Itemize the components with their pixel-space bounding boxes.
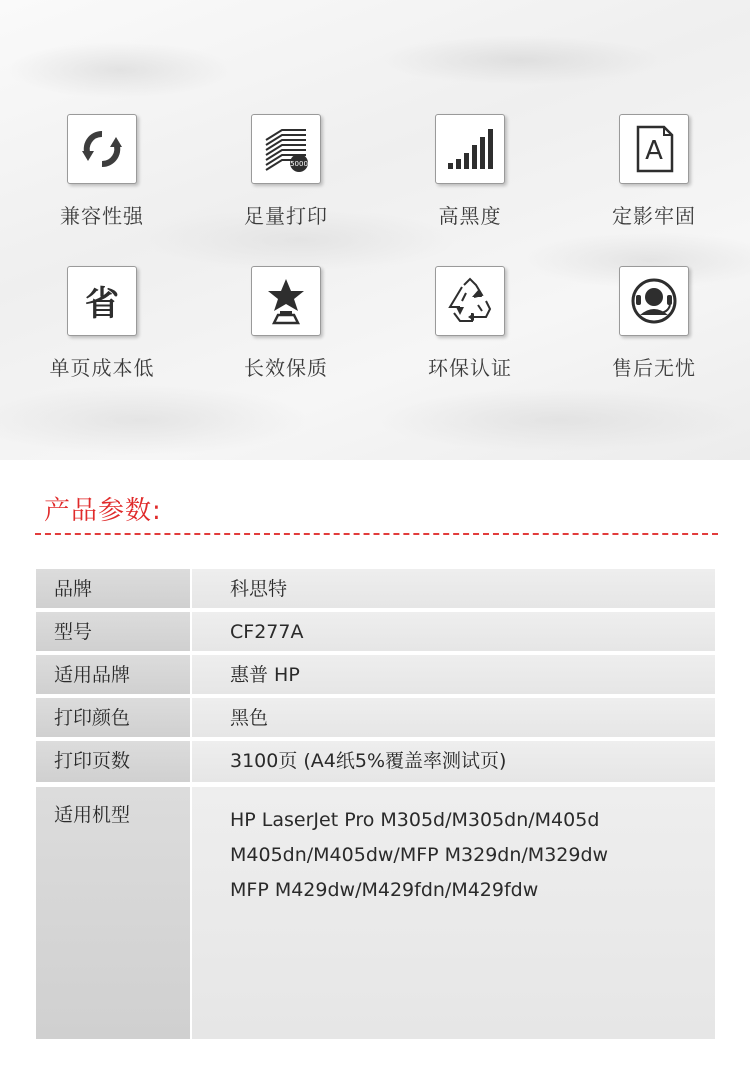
feature-high-blackness (395, 114, 545, 234)
spec-row-print-color (36, 698, 715, 738)
feature-label: 足量打印 (244, 204, 328, 228)
model-line: MFP M429dw/M429fdn/M429fdw (230, 879, 539, 901)
recycling-symbol-icon (435, 266, 505, 336)
glyph-a: A (645, 136, 663, 166)
spec-row-brand (36, 569, 715, 609)
spec-row-compatible-models (36, 787, 715, 1040)
models-list (192, 787, 715, 1040)
model-line: HP LaserJet Pro M305d/M305dn/M405d (230, 809, 600, 831)
feature-eco-certified (395, 266, 545, 386)
signal-bars-icon (435, 114, 505, 184)
spec-row-model (36, 612, 715, 652)
glyph-sheng: 省 (85, 284, 119, 324)
feature-label: 单页成本低 (49, 356, 155, 380)
section-title: 产品参数: (44, 496, 162, 526)
feature-low-cost (27, 266, 177, 386)
spec-value: 3100页 (A4纸5%覆盖率测试页) (192, 741, 715, 783)
spec-label: 型号 (36, 612, 190, 652)
feature-high-yield (211, 114, 361, 234)
recycle-arrows-icon (67, 114, 137, 184)
spec-label: 打印颜色 (36, 698, 190, 738)
badge-text: 5000 (290, 160, 308, 168)
feature-label: 高黑度 (438, 204, 502, 228)
spec-value: 科思特 (192, 569, 715, 609)
feature-shelf-life (211, 266, 361, 386)
spec-value: 惠普 HP (192, 655, 715, 695)
save-character-icon (67, 266, 137, 336)
feature-label: 售后无忧 (612, 356, 696, 380)
document-a-icon (619, 114, 689, 184)
spec-label: 适用机型 (36, 787, 190, 1040)
feature-label: 长效保质 (244, 356, 328, 380)
dashed-divider (35, 533, 718, 535)
spec-label: 打印页数 (36, 741, 190, 783)
feature-label: 兼容性强 (60, 204, 144, 228)
model-line: M405dn/M405dw/MFP M329dn/M329dw (230, 844, 609, 866)
star-trophy-icon (251, 266, 321, 336)
feature-label: 环保认证 (428, 356, 512, 380)
features-panel (0, 0, 750, 460)
feature-fixing (579, 114, 729, 234)
paper-stack-5000-icon (251, 114, 321, 184)
headset-service-icon (619, 266, 689, 336)
feature-after-sales (579, 266, 729, 386)
spec-label: 适用品牌 (36, 655, 190, 695)
spec-value: 黑色 (192, 698, 715, 738)
spec-value: CF277A (192, 612, 715, 652)
feature-label: 定影牢固 (612, 204, 696, 228)
spec-label: 品牌 (36, 569, 190, 609)
spec-row-compatible-brand (36, 655, 715, 695)
spec-row-page-yield (36, 741, 715, 783)
feature-compatibility (27, 114, 177, 234)
